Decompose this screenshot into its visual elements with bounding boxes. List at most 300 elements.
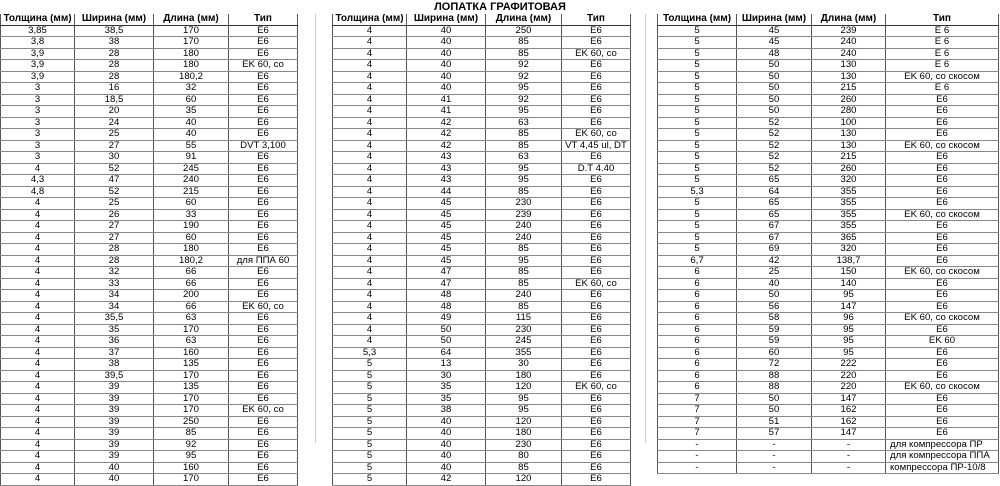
table-row: [658, 313, 999, 325]
cell-width: 59: [737, 336, 812, 348]
cell-type: E6: [562, 359, 631, 371]
cell-width: 42: [407, 129, 486, 141]
cell-thickness: 4: [333, 313, 407, 325]
cell-thickness: 5: [658, 152, 737, 164]
cell-width: 47: [407, 267, 486, 279]
cell-thickness: 5: [658, 232, 737, 244]
cell-type: E6: [562, 83, 631, 95]
cell-type: E6: [886, 94, 999, 106]
cell-width: 58: [737, 313, 812, 325]
table-row: [1, 129, 298, 141]
table-row: [333, 290, 631, 302]
cell-length: 120: [486, 416, 562, 428]
header-row: [658, 14, 999, 25]
cell-width: 45: [407, 221, 486, 233]
cell-length: 190: [154, 221, 229, 233]
cell-type: EK 60, со скосом: [886, 267, 999, 279]
table-row: [333, 462, 631, 474]
cell-thickness: 7: [658, 393, 737, 405]
cell-type: E6: [229, 359, 298, 371]
cell-width: 65: [737, 209, 812, 221]
cell-type: E6: [562, 117, 631, 129]
table-row: [1, 48, 298, 60]
header-length: Длина (мм): [812, 14, 886, 25]
cell-length: 63: [154, 336, 229, 348]
cell-width: 40: [75, 474, 154, 486]
cell-length: 240: [486, 232, 562, 244]
cell-thickness: 4: [333, 301, 407, 313]
cell-thickness: 3: [1, 83, 75, 95]
cell-thickness: 7: [658, 428, 737, 440]
cell-type: EK 60, со: [562, 129, 631, 141]
cell-type: E6: [562, 232, 631, 244]
cell-thickness: 4: [1, 336, 75, 348]
cell-width: 51: [737, 416, 812, 428]
cell-length: 250: [486, 25, 562, 37]
cell-thickness: 4: [1, 439, 75, 451]
table-row: [333, 267, 631, 279]
cell-thickness: 4: [333, 163, 407, 175]
cell-length: 240: [486, 221, 562, 233]
cell-width: 50: [407, 336, 486, 348]
cell-thickness: 4: [1, 405, 75, 417]
cell-thickness: 6: [658, 336, 737, 348]
cell-width: 37: [75, 347, 154, 359]
cell-type: E6: [886, 175, 999, 187]
cell-length: 230: [486, 324, 562, 336]
cell-width: 52: [75, 163, 154, 175]
table-row: [333, 117, 631, 129]
cell-type: E6: [229, 244, 298, 256]
table-row: [658, 462, 999, 474]
table-row: [1, 232, 298, 244]
table-row: [333, 129, 631, 141]
cell-width: 39: [75, 428, 154, 440]
table-row: [658, 48, 999, 60]
cell-thickness: -: [658, 462, 737, 474]
cell-type: E6: [229, 117, 298, 129]
cell-thickness: 4: [1, 221, 75, 233]
cell-thickness: 6: [658, 301, 737, 313]
cell-length: 95: [486, 83, 562, 95]
cell-type: E6: [562, 186, 631, 198]
cell-width: 42: [737, 255, 812, 267]
cell-width: 50: [737, 83, 812, 95]
table-row: [658, 416, 999, 428]
cell-length: 215: [154, 186, 229, 198]
table-row: [333, 474, 631, 486]
cell-thickness: 5: [333, 405, 407, 417]
table-row: [333, 198, 631, 210]
cell-width: 41: [407, 94, 486, 106]
table-row: [333, 106, 631, 118]
cell-length: 66: [154, 267, 229, 279]
cell-length: 160: [154, 462, 229, 474]
cell-length: 162: [812, 416, 886, 428]
header-row: [1, 14, 298, 25]
cell-length: 63: [154, 313, 229, 325]
cell-length: 85: [486, 278, 562, 290]
cell-type: E6: [229, 198, 298, 210]
table-row: [333, 221, 631, 233]
cell-width: 40: [407, 37, 486, 49]
table-row: [333, 439, 631, 451]
cell-type: E6: [229, 232, 298, 244]
cell-width: 16: [75, 83, 154, 95]
cell-length: 180: [154, 48, 229, 60]
table-row: [333, 163, 631, 175]
cell-thickness: 4: [333, 25, 407, 37]
cell-type: E6: [886, 393, 999, 405]
cell-thickness: 4: [333, 140, 407, 152]
table-row: [658, 290, 999, 302]
cell-width: 52: [737, 152, 812, 164]
cell-thickness: 4: [1, 359, 75, 371]
cell-width: 36: [75, 336, 154, 348]
cell-type: DVT 3,100: [229, 140, 298, 152]
cell-type: E6: [886, 370, 999, 382]
cell-width: 35: [75, 324, 154, 336]
cell-thickness: 4: [333, 129, 407, 141]
cell-length: 160: [154, 347, 229, 359]
cell-length: 220: [812, 370, 886, 382]
cell-length: 250: [154, 416, 229, 428]
cell-length: 222: [812, 359, 886, 371]
cell-type: E6: [886, 163, 999, 175]
cell-width: 27: [75, 140, 154, 152]
cell-width: 42: [407, 474, 486, 486]
header-width: Ширина (мм): [75, 14, 154, 25]
cell-thickness: 4: [333, 244, 407, 256]
cell-type: E6: [886, 244, 999, 256]
cell-type: E6: [562, 336, 631, 348]
cell-length: 260: [812, 163, 886, 175]
table-row: [1, 83, 298, 95]
cell-width: 38: [75, 37, 154, 49]
cell-width: 48: [407, 290, 486, 302]
table-block-1: [0, 14, 298, 486]
cell-length: 147: [812, 393, 886, 405]
cell-type: E6: [886, 347, 999, 359]
table-row: [333, 37, 631, 49]
cell-type: EK 60, со: [229, 301, 298, 313]
cell-type: E6: [562, 94, 631, 106]
cell-thickness: 3: [1, 129, 75, 141]
cell-thickness: 4: [1, 370, 75, 382]
cell-length: 170: [154, 405, 229, 417]
cell-thickness: 5: [658, 60, 737, 72]
cell-width: -: [737, 439, 812, 451]
table-row: [658, 278, 999, 290]
cell-type: E6: [562, 37, 631, 49]
cell-type: E6: [229, 25, 298, 37]
table-row: [1, 221, 298, 233]
cell-type: E6: [229, 474, 298, 486]
cell-length: 170: [154, 393, 229, 405]
cell-thickness: 5: [658, 129, 737, 141]
table-row: [658, 221, 999, 233]
cell-type: E 6: [886, 37, 999, 49]
cell-length: 60: [154, 94, 229, 106]
table-row: [333, 244, 631, 256]
cell-width: 45: [407, 232, 486, 244]
cell-length: 85: [486, 462, 562, 474]
cell-width: 48: [737, 48, 812, 60]
table-row: [333, 94, 631, 106]
cell-thickness: 4: [333, 209, 407, 221]
cell-type: E6: [229, 186, 298, 198]
cell-width: 50: [737, 94, 812, 106]
table-row: [333, 175, 631, 187]
table-row: [658, 209, 999, 221]
table-row: [1, 301, 298, 313]
cell-width: 39: [75, 416, 154, 428]
cell-width: 45: [737, 25, 812, 37]
cell-type: E 6: [886, 60, 999, 72]
cell-thickness: 4: [1, 428, 75, 440]
header-thickness: Толщина (мм): [1, 14, 75, 25]
cell-thickness: 4: [1, 232, 75, 244]
cell-length: 180,2: [154, 71, 229, 83]
table-row: [333, 428, 631, 440]
cell-width: 41: [407, 106, 486, 118]
cell-width: 25: [75, 198, 154, 210]
cell-thickness: 5: [658, 175, 737, 187]
table-row: [658, 382, 999, 394]
cell-width: 40: [407, 83, 486, 95]
table-row: [333, 347, 631, 359]
cell-width: 48: [407, 301, 486, 313]
table-row: [658, 324, 999, 336]
cell-thickness: 4: [333, 37, 407, 49]
cell-length: -: [812, 439, 886, 451]
cell-length: 33: [154, 209, 229, 221]
cell-type: E 6: [886, 25, 999, 37]
header-type: Тип: [886, 14, 999, 25]
cell-type: E6: [562, 439, 631, 451]
cell-type: E6: [886, 221, 999, 233]
cell-thickness: 4: [1, 313, 75, 325]
cell-thickness: 5: [658, 106, 737, 118]
table-row: [1, 474, 298, 486]
cell-thickness: 4: [1, 347, 75, 359]
cell-thickness: 3,9: [1, 60, 75, 72]
cell-width: 43: [407, 175, 486, 187]
table-row: [658, 451, 999, 463]
cell-width: 33: [75, 278, 154, 290]
table-row: [333, 359, 631, 371]
cell-thickness: 3: [1, 94, 75, 106]
cell-length: 92: [154, 439, 229, 451]
cell-width: 88: [737, 382, 812, 394]
table-row: [658, 232, 999, 244]
cell-length: 365: [812, 232, 886, 244]
cell-width: 50: [737, 60, 812, 72]
cell-type: E6: [886, 117, 999, 129]
cell-thickness: 7: [658, 416, 737, 428]
cell-thickness: 4: [1, 462, 75, 474]
cell-width: 52: [75, 186, 154, 198]
cell-type: для компрессора ППА: [886, 451, 999, 463]
cell-width: 52: [737, 129, 812, 141]
cell-width: 18,5: [75, 94, 154, 106]
table-row: [333, 313, 631, 325]
table-row: [658, 71, 999, 83]
cell-thickness: 4: [333, 60, 407, 72]
cell-length: 85: [486, 267, 562, 279]
cell-thickness: 5: [658, 48, 737, 60]
table-row: [658, 347, 999, 359]
table-row: [333, 140, 631, 152]
table-row: [333, 152, 631, 164]
cell-thickness: 4: [333, 175, 407, 187]
cell-thickness: 4: [333, 232, 407, 244]
cell-thickness: 4: [1, 209, 75, 221]
cell-width: 40: [407, 71, 486, 83]
cell-width: -: [737, 462, 812, 474]
column-divider: [315, 14, 316, 443]
cell-type: E6: [562, 313, 631, 325]
cell-thickness: 4: [333, 117, 407, 129]
table-row: [658, 83, 999, 95]
cell-width: 49: [407, 313, 486, 325]
cell-length: 35: [154, 106, 229, 118]
table-row: [333, 416, 631, 428]
cell-width: 52: [737, 163, 812, 175]
cell-thickness: -: [658, 439, 737, 451]
cell-width: 39: [75, 405, 154, 417]
table-row: [658, 405, 999, 417]
cell-width: 38,5: [75, 25, 154, 37]
cell-length: 115: [486, 313, 562, 325]
cell-type: E6: [886, 301, 999, 313]
cell-thickness: 4,8: [1, 186, 75, 198]
cell-length: 239: [812, 25, 886, 37]
cell-width: 50: [737, 393, 812, 405]
cell-length: 95: [812, 324, 886, 336]
cell-thickness: 5: [658, 140, 737, 152]
cell-type: E6: [562, 221, 631, 233]
cell-type: E6: [229, 175, 298, 187]
cell-width: 25: [75, 129, 154, 141]
cell-length: 95: [486, 393, 562, 405]
cell-length: 215: [812, 83, 886, 95]
cell-type: E6: [562, 209, 631, 221]
cell-type: E6: [229, 209, 298, 221]
cell-type: E6: [229, 370, 298, 382]
cell-type: E 6: [886, 83, 999, 95]
cell-type: E6: [886, 232, 999, 244]
table-row: [658, 117, 999, 129]
cell-type: EK 60, со скосом: [886, 71, 999, 83]
cell-thickness: 3: [1, 152, 75, 164]
cell-length: 180: [486, 428, 562, 440]
table-row: [658, 37, 999, 49]
cell-length: 32: [154, 83, 229, 95]
table-row: [333, 393, 631, 405]
cell-thickness: 5: [333, 451, 407, 463]
cell-length: 130: [812, 71, 886, 83]
cell-length: 95: [486, 405, 562, 417]
cell-length: 135: [154, 382, 229, 394]
cell-type: E6: [886, 198, 999, 210]
cell-type: E6: [886, 290, 999, 302]
cell-thickness: 4: [1, 267, 75, 279]
cell-width: 28: [75, 71, 154, 83]
cell-width: 39: [75, 382, 154, 394]
cell-length: 100: [812, 117, 886, 129]
table-row: [658, 106, 999, 118]
cell-type: E6: [562, 324, 631, 336]
cell-thickness: 5: [658, 37, 737, 49]
cell-thickness: 3,9: [1, 48, 75, 60]
header-length: Длина (мм): [154, 14, 229, 25]
cell-thickness: 6: [658, 313, 737, 325]
table-row: [658, 175, 999, 187]
cell-length: 150: [812, 267, 886, 279]
cell-type: E6: [229, 221, 298, 233]
column-divider: [645, 14, 646, 443]
cell-type: E6: [886, 106, 999, 118]
cell-type: E6: [229, 37, 298, 49]
table-row: [1, 244, 298, 256]
table-row: [658, 393, 999, 405]
table-row: [333, 186, 631, 198]
cell-width: 42: [407, 117, 486, 129]
cell-length: 92: [486, 71, 562, 83]
cell-type: E6: [229, 393, 298, 405]
cell-type: EK 60, со скосом: [886, 140, 999, 152]
table-row: [658, 244, 999, 256]
table-row: [658, 94, 999, 106]
cell-width: 40: [407, 451, 486, 463]
table-row: [658, 359, 999, 371]
cell-width: 72: [737, 359, 812, 371]
cell-type: E6: [229, 48, 298, 60]
cell-type: E6: [229, 382, 298, 394]
cell-width: 64: [737, 186, 812, 198]
table-row: [333, 336, 631, 348]
table-row: [1, 37, 298, 49]
cell-thickness: 4,3: [1, 175, 75, 187]
cell-length: 95: [812, 290, 886, 302]
header-type: Тип: [229, 14, 298, 25]
cell-type: E6: [562, 347, 631, 359]
cell-thickness: 4: [333, 255, 407, 267]
table-row: [1, 267, 298, 279]
cell-type: E6: [562, 290, 631, 302]
cell-thickness: 4: [333, 267, 407, 279]
cell-thickness: 7: [658, 405, 737, 417]
table-row: [1, 175, 298, 187]
table-row: [333, 324, 631, 336]
table-row: [1, 347, 298, 359]
cell-thickness: 5: [658, 198, 737, 210]
cell-length: 92: [486, 60, 562, 72]
cell-type: E6: [562, 244, 631, 256]
header-type: Тип: [562, 14, 631, 25]
table-row: [333, 405, 631, 417]
cell-width: 45: [407, 209, 486, 221]
table-row: [333, 25, 631, 37]
cell-type: E6: [562, 60, 631, 72]
cell-width: 45: [407, 244, 486, 256]
cell-type: E6: [562, 405, 631, 417]
cell-length: 180: [154, 60, 229, 72]
table-row: [1, 25, 298, 37]
table-row: [1, 198, 298, 210]
cell-length: 355: [812, 209, 886, 221]
